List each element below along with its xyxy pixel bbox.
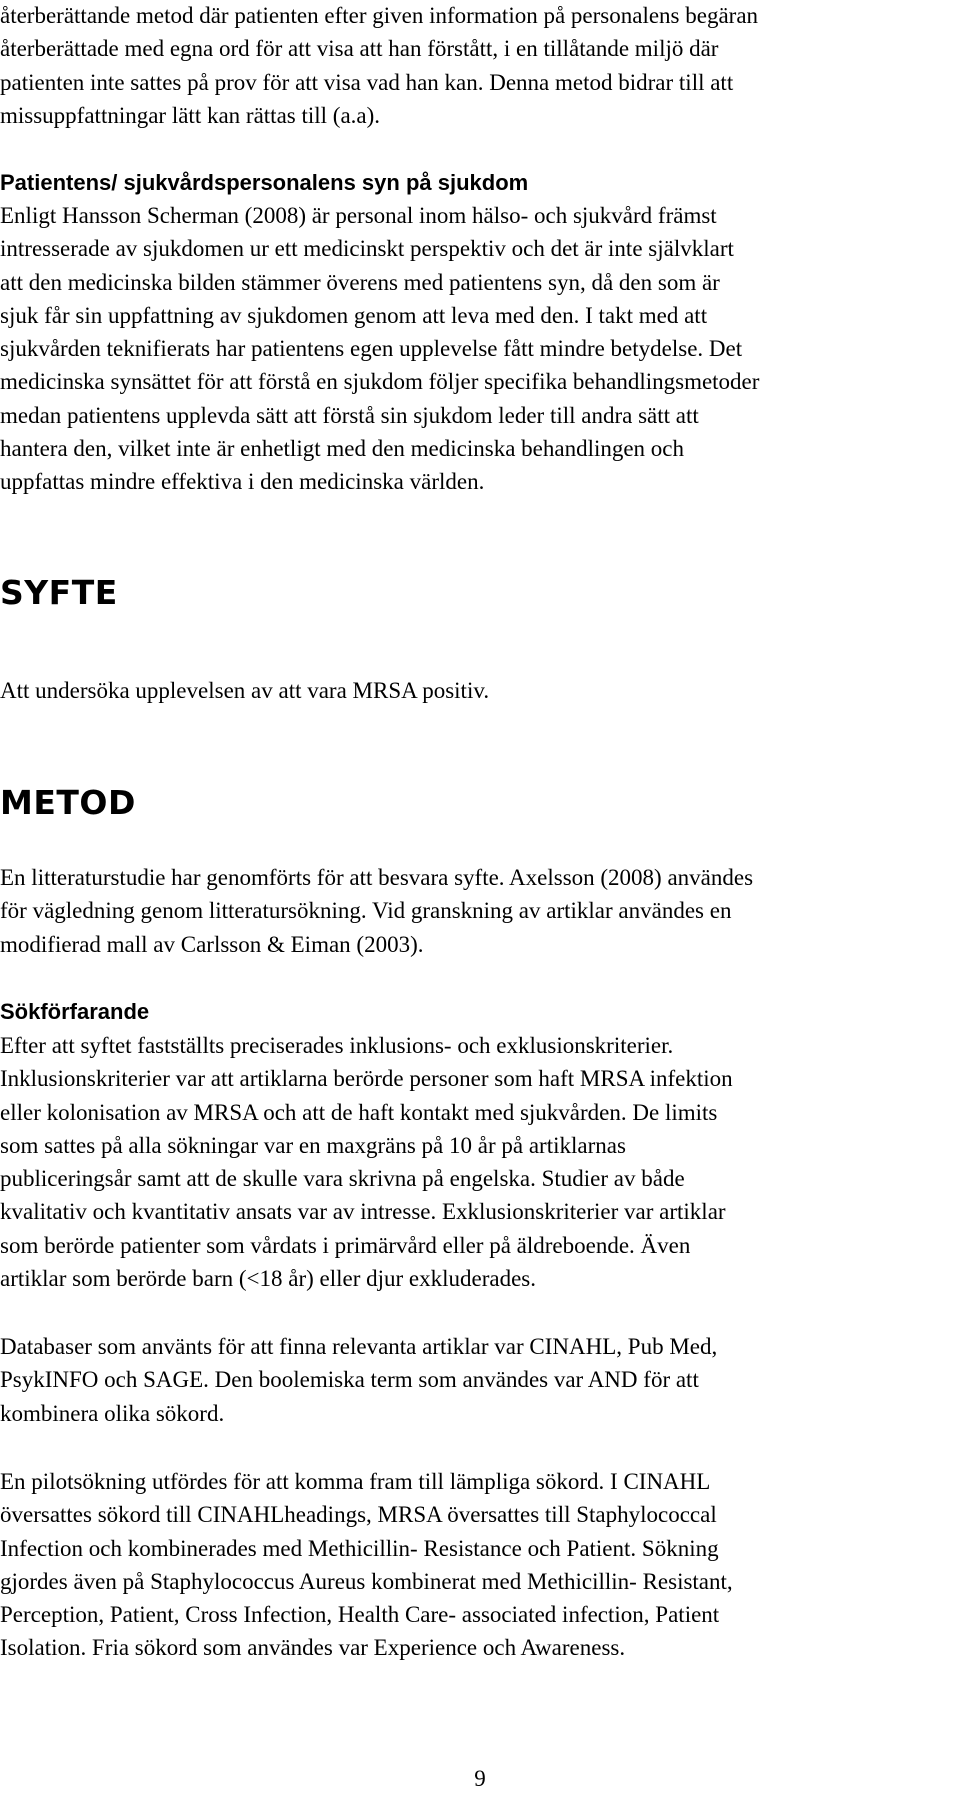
text-line: publiceringsår samt att de skulle vara skrivna på engelska. Studier av både xyxy=(0,1166,685,1192)
text-line: Isolation. Fria sökord som användes var Experience och Awareness. xyxy=(0,1635,626,1661)
text-line: kombinera olika sökord. xyxy=(0,1400,225,1426)
text-line: eller kolonisation av MRSA och att de haft kontakt med sjukvården. De limits xyxy=(0,1099,718,1125)
page-number: 9 xyxy=(474,1766,486,1791)
text-line: återberättande metod där patienten efter given information på personalens begäran xyxy=(0,3,759,28)
text-line: gjordes även på Staphylococcus Aureus kombinerat med Methicillin- Resistant, xyxy=(0,1568,733,1594)
text-line: modifierad mall av Carlsson & Eiman (2003). xyxy=(0,931,424,957)
text-line: missuppfattningar lätt kan rättas till (a.a). xyxy=(0,102,381,128)
text-line: för vägledning genom litteratursökning. Vid granskning av artiklar användes en xyxy=(0,898,732,924)
syfte-paragraph xyxy=(0,674,958,707)
text-line: Inklusionskriterier var att artiklarna berörde personer som haft MRSA infektion xyxy=(0,1066,733,1092)
text-line: att den medicinska bilden stämmer överens med patientens syn, då den som är xyxy=(0,269,720,295)
metod-paragraph xyxy=(0,861,958,961)
text-line: artiklar som berörde barn (<18 år) eller djur exkluderades. xyxy=(0,1266,536,1292)
sokforfarande-paragraph-3 xyxy=(0,1465,958,1665)
text-line: patienten inte sattes på prov för att visa vad han kan. Denna metod bidrar till att xyxy=(0,69,734,95)
text-line: En litteraturstudie har genomförts för att besvara syfte. Axelsson (2008) användes xyxy=(0,865,754,890)
text-line: som berörde patienter som vårdats i primärvård eller på äldreboende. Även xyxy=(0,1232,691,1258)
patient-view-paragraph xyxy=(0,199,958,499)
section-heading-patient-view: Patientens/ sjukvårdspersonalens syn på sjukdom xyxy=(0,170,529,195)
sokforfarande-paragraph-2 xyxy=(0,1330,958,1430)
text-line: sjuk får sin uppfattning av sjukdomen genom att leva med den. I takt med att xyxy=(0,302,708,328)
text-line: hantera den, vilket inte är enhetligt med den medicinska behandlingen och xyxy=(0,436,685,462)
section-heading-syfte: SYFTE xyxy=(0,573,118,612)
text-line: sjukvården teknifierats har patientens egen upplevelse fått mindre betydelse. Det xyxy=(0,336,743,362)
text-line: medicinska synsättet för att förstå en sjukdom följer specifika behandlingsmetoder xyxy=(0,369,760,395)
sokforfarande-paragraph-1 xyxy=(0,1029,958,1295)
text-line: Enligt Hansson Scherman (2008) är personal inom hälso- och sjukvård främst xyxy=(0,203,717,228)
text-line: medan patientens upplevda sätt att förstå sin sjukdom leder till andra sätt att xyxy=(0,402,699,428)
text-line: PsykINFO och SAGE. Den boolemiska term som användes var AND för att xyxy=(0,1367,699,1393)
text-line: Databaser som använts för att finna relevanta artiklar var CINAHL, Pub Med, xyxy=(0,1334,718,1359)
text-line: uppfattas mindre effektiva i den medicinska världen. xyxy=(0,469,485,495)
text-line: Infection och kombinerades med Methicillin- Resistance och Patient. Sökning xyxy=(0,1535,719,1561)
text-line: Att undersöka upplevelsen av att vara MRSA positiv. xyxy=(0,678,490,703)
intro-paragraph xyxy=(0,0,958,132)
text-line: återberättade med egna ord för att visa att han förstått, i en tillåtande miljö där xyxy=(0,36,719,62)
section-heading-metod: METOD xyxy=(0,783,136,822)
text-line: En pilotsökning utfördes för att komma fram till lämpliga sökord. I CINAHL xyxy=(0,1469,711,1494)
subsection-heading-sokforfarande: Sökförfarande xyxy=(0,999,150,1024)
text-line: översattes sökord till CINAHLheadings, MRSA översattes till Staphylococcal xyxy=(0,1502,717,1528)
text-line: Perception, Patient, Cross Infection, Health Care- associated infection, Patient xyxy=(0,1602,720,1628)
text-line: intresserade av sjukdomen ur ett medicinskt perspektiv och det är inte självklart xyxy=(0,236,734,262)
text-line: Efter att syftet fastställts preciserades inklusions- och exklusionskriterier. xyxy=(0,1033,674,1058)
text-line: kvalitativ och kvantitativ ansats var av intresse. Exklusionskriterier var artiklar xyxy=(0,1199,726,1225)
text-line: som sattes på alla sökningar var en maxgräns på 10 år på artiklarnas xyxy=(0,1132,626,1158)
